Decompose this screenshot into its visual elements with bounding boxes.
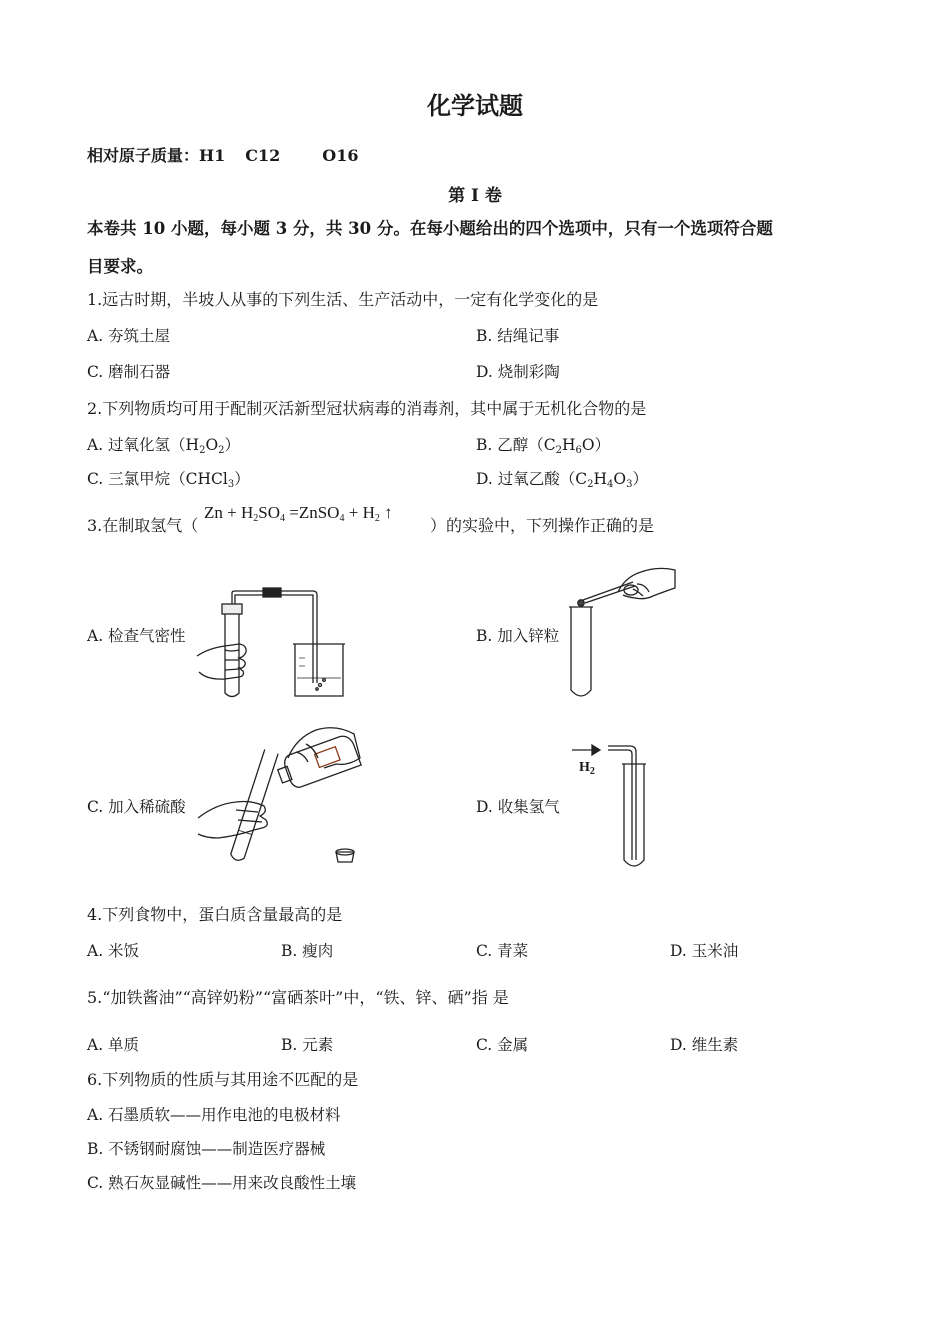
- q5-option-a: A. 单质: [87, 1036, 140, 1054]
- q3-option-b: B. 加入锌粒: [476, 627, 560, 645]
- q6-option-b: B. 不锈钢耐腐蚀——制造医疗器械: [87, 1140, 326, 1158]
- q2-option-c: C. 三氯甲烷（CHCl$_3$）: [87, 470, 250, 490]
- question-3-stem-prefix: 3.在制取氢气（: [87, 516, 199, 535]
- figure-c-adding-acid: [196, 718, 366, 870]
- h2-label: $H_2$: [579, 760, 595, 777]
- section-intro-line1: 本卷共 10 小题，每小题 3 分，共 30 分。在每小题给出的四个选项中，只有一个选项符合题: [87, 219, 773, 238]
- atomic-mass-c: C12: [245, 146, 281, 165]
- question-4-stem: 4.下列食物中，蛋白质含量最高的是: [87, 905, 343, 924]
- figure-a-airtightness-check: [195, 588, 355, 703]
- q4-option-c: C. 青菜: [476, 942, 529, 960]
- q3-option-d: D. 收集氢气: [476, 798, 560, 816]
- question-5-stem: 5.“加铁酱油”“高锌奶粉”“富硒茶叶”中，“铁、锌、硒”指 是: [87, 988, 509, 1007]
- q1-option-d: D. 烧制彩陶: [476, 363, 560, 381]
- q2-option-d: D. 过氧乙酸$(C_2H_4O_3)$: [476, 470, 648, 490]
- q2-option-b: B. 乙醇$(C_2H_6O)$: [476, 436, 611, 456]
- q5-option-d: D. 维生素: [670, 1036, 739, 1054]
- atomic-mass-o: O16: [322, 146, 359, 165]
- atomic-mass-h: H1: [199, 146, 226, 165]
- page-title: 化学试题: [427, 91, 523, 120]
- question-2-stem: 2.下列物质均可用于配制灭活新型冠状病毒的消毒剂，其中属于无机化合物的是: [87, 399, 647, 418]
- section-heading: 第 I 卷: [448, 186, 502, 206]
- q6-option-a: A. 石墨质软——用作电池的电极材料: [87, 1106, 341, 1124]
- q4-option-a: A. 米饭: [87, 942, 140, 960]
- section-intro-line2: 目要求。: [87, 257, 153, 276]
- q4-option-d: D. 玉米油: [670, 942, 739, 960]
- q3-option-a: A. 检查气密性: [87, 627, 186, 645]
- q3-reaction-equation: $Zn + H_2SO_4$ =ZnSO$_4$ + $H_2$ ↑: [204, 503, 393, 524]
- q5-option-c: C. 金属: [476, 1036, 529, 1054]
- q6-option-c: C. 熟石灰显碱性——用来改良酸性土壤: [87, 1174, 357, 1192]
- question-3-stem-suffix: ）的实验中，下列操作正确的是: [430, 516, 655, 535]
- question-1-stem: 1.远古时期，半坡人从事的下列生活、生产活动中，一定有化学变化的是: [87, 290, 599, 309]
- q3-option-c: C. 加入稀硫酸: [87, 798, 186, 816]
- atomic-mass-label: 相对原子质量：: [87, 146, 200, 165]
- q1-option-c: C. 磨制石器: [87, 363, 171, 381]
- atomic-mass-line: [87, 143, 358, 166]
- q1-option-a: A. 夯筑土屋: [87, 327, 171, 345]
- q5-option-b: B. 元素: [281, 1036, 334, 1054]
- question-6-stem: 6.下列物质的性质与其用途不匹配的是: [87, 1070, 359, 1089]
- q2-option-a: A. 过氧化氢$(H_2O_2)$: [87, 436, 241, 456]
- q4-option-b: B. 瘦肉: [281, 942, 334, 960]
- figure-b-adding-zinc: [563, 562, 683, 702]
- q1-option-b: B. 结绳记事: [476, 327, 560, 345]
